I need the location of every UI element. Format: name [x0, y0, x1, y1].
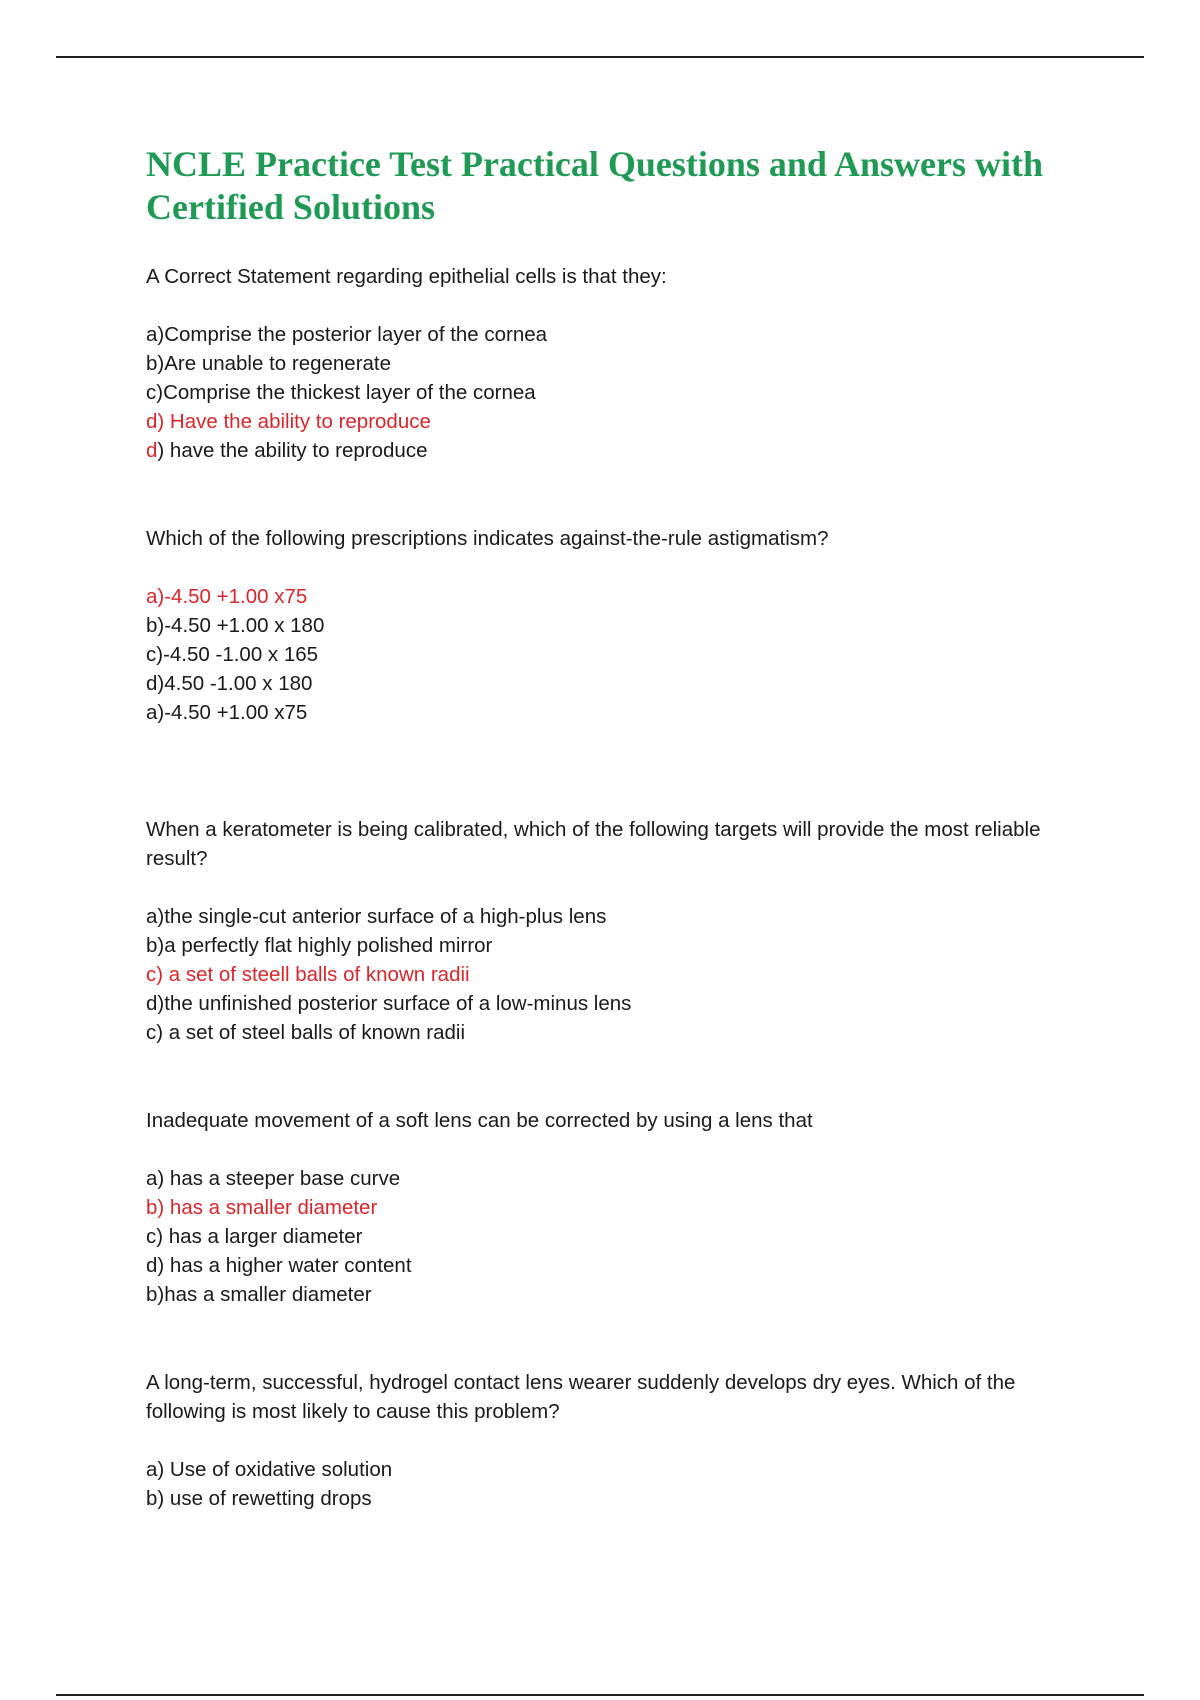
answer-marker: d — [146, 439, 158, 462]
answer-text: ) have the ability to reproduce — [157, 439, 428, 462]
option-a: a) Use of oxidative solution — [146, 1458, 393, 1481]
option-a: a)Comprise the posterior layer of the cornea — [146, 323, 548, 346]
option-c: c) has a larger diameter — [146, 1225, 363, 1248]
option-b: b) use of rewetting drops — [146, 1487, 372, 1510]
question-text: Which of the following prescriptions indicates against-the-rule astigmatism? — [146, 527, 829, 550]
option-b: b)-4.50 +1.00 x 180 — [146, 614, 325, 637]
option-a-correct: a)-4.50 +1.00 x75 — [146, 585, 308, 608]
question-2 — [146, 524, 1076, 727]
option-d: d)the unfinished posterior surface of a low-minus lens — [146, 992, 632, 1015]
option-d: d)4.50 -1.00 x 180 — [146, 672, 313, 695]
question-text: A Correct Statement regarding epithelial cells is that they: — [146, 265, 667, 288]
answer-line: b)has a smaller diameter — [146, 1283, 372, 1306]
question-4 — [146, 1106, 1076, 1309]
option-d-correct: d) Have the ability to reproduce — [146, 410, 431, 433]
option-c: c)Comprise the thickest layer of the cornea — [146, 381, 536, 404]
question-1 — [146, 262, 1076, 465]
option-b: b)a perfectly flat highly polished mirror — [146, 934, 493, 957]
question-text: When a keratometer is being calibrated, which of the following targets will provide the most reliable result? — [146, 818, 1041, 870]
option-c-correct: c) a set of steell balls of known radii — [146, 963, 470, 986]
option-a: a) has a steeper base curve — [146, 1167, 401, 1190]
question-5 — [146, 1368, 1076, 1513]
option-b: b)Are unable to regenerate — [146, 352, 392, 375]
page-content — [146, 143, 1076, 1513]
answer-line: c) a set of steel balls of known radii — [146, 1021, 466, 1044]
header-rule — [56, 56, 1144, 58]
answer-line: a)-4.50 +1.00 x75 — [146, 701, 308, 724]
option-a: a)the single-cut anterior surface of a high-plus lens — [146, 905, 607, 928]
question-text: A long-term, successful, hydrogel contact lens wearer suddenly develops dry eyes. Which of the following is most likely to cause this problem? — [146, 1371, 1016, 1423]
answer-line — [146, 436, 1076, 465]
document-title: NCLE Practice Test Practical Questions and Answers with Certified Solutions — [146, 144, 1043, 227]
option-c: c)-4.50 -1.00 x 165 — [146, 643, 319, 666]
footer-rule — [56, 1694, 1144, 1696]
question-text: Inadequate movement of a soft lens can be corrected by using a lens that — [146, 1109, 813, 1132]
option-d: d) has a higher water content — [146, 1254, 412, 1277]
question-3 — [146, 815, 1076, 1047]
option-b-correct: b) has a smaller diameter — [146, 1196, 378, 1219]
